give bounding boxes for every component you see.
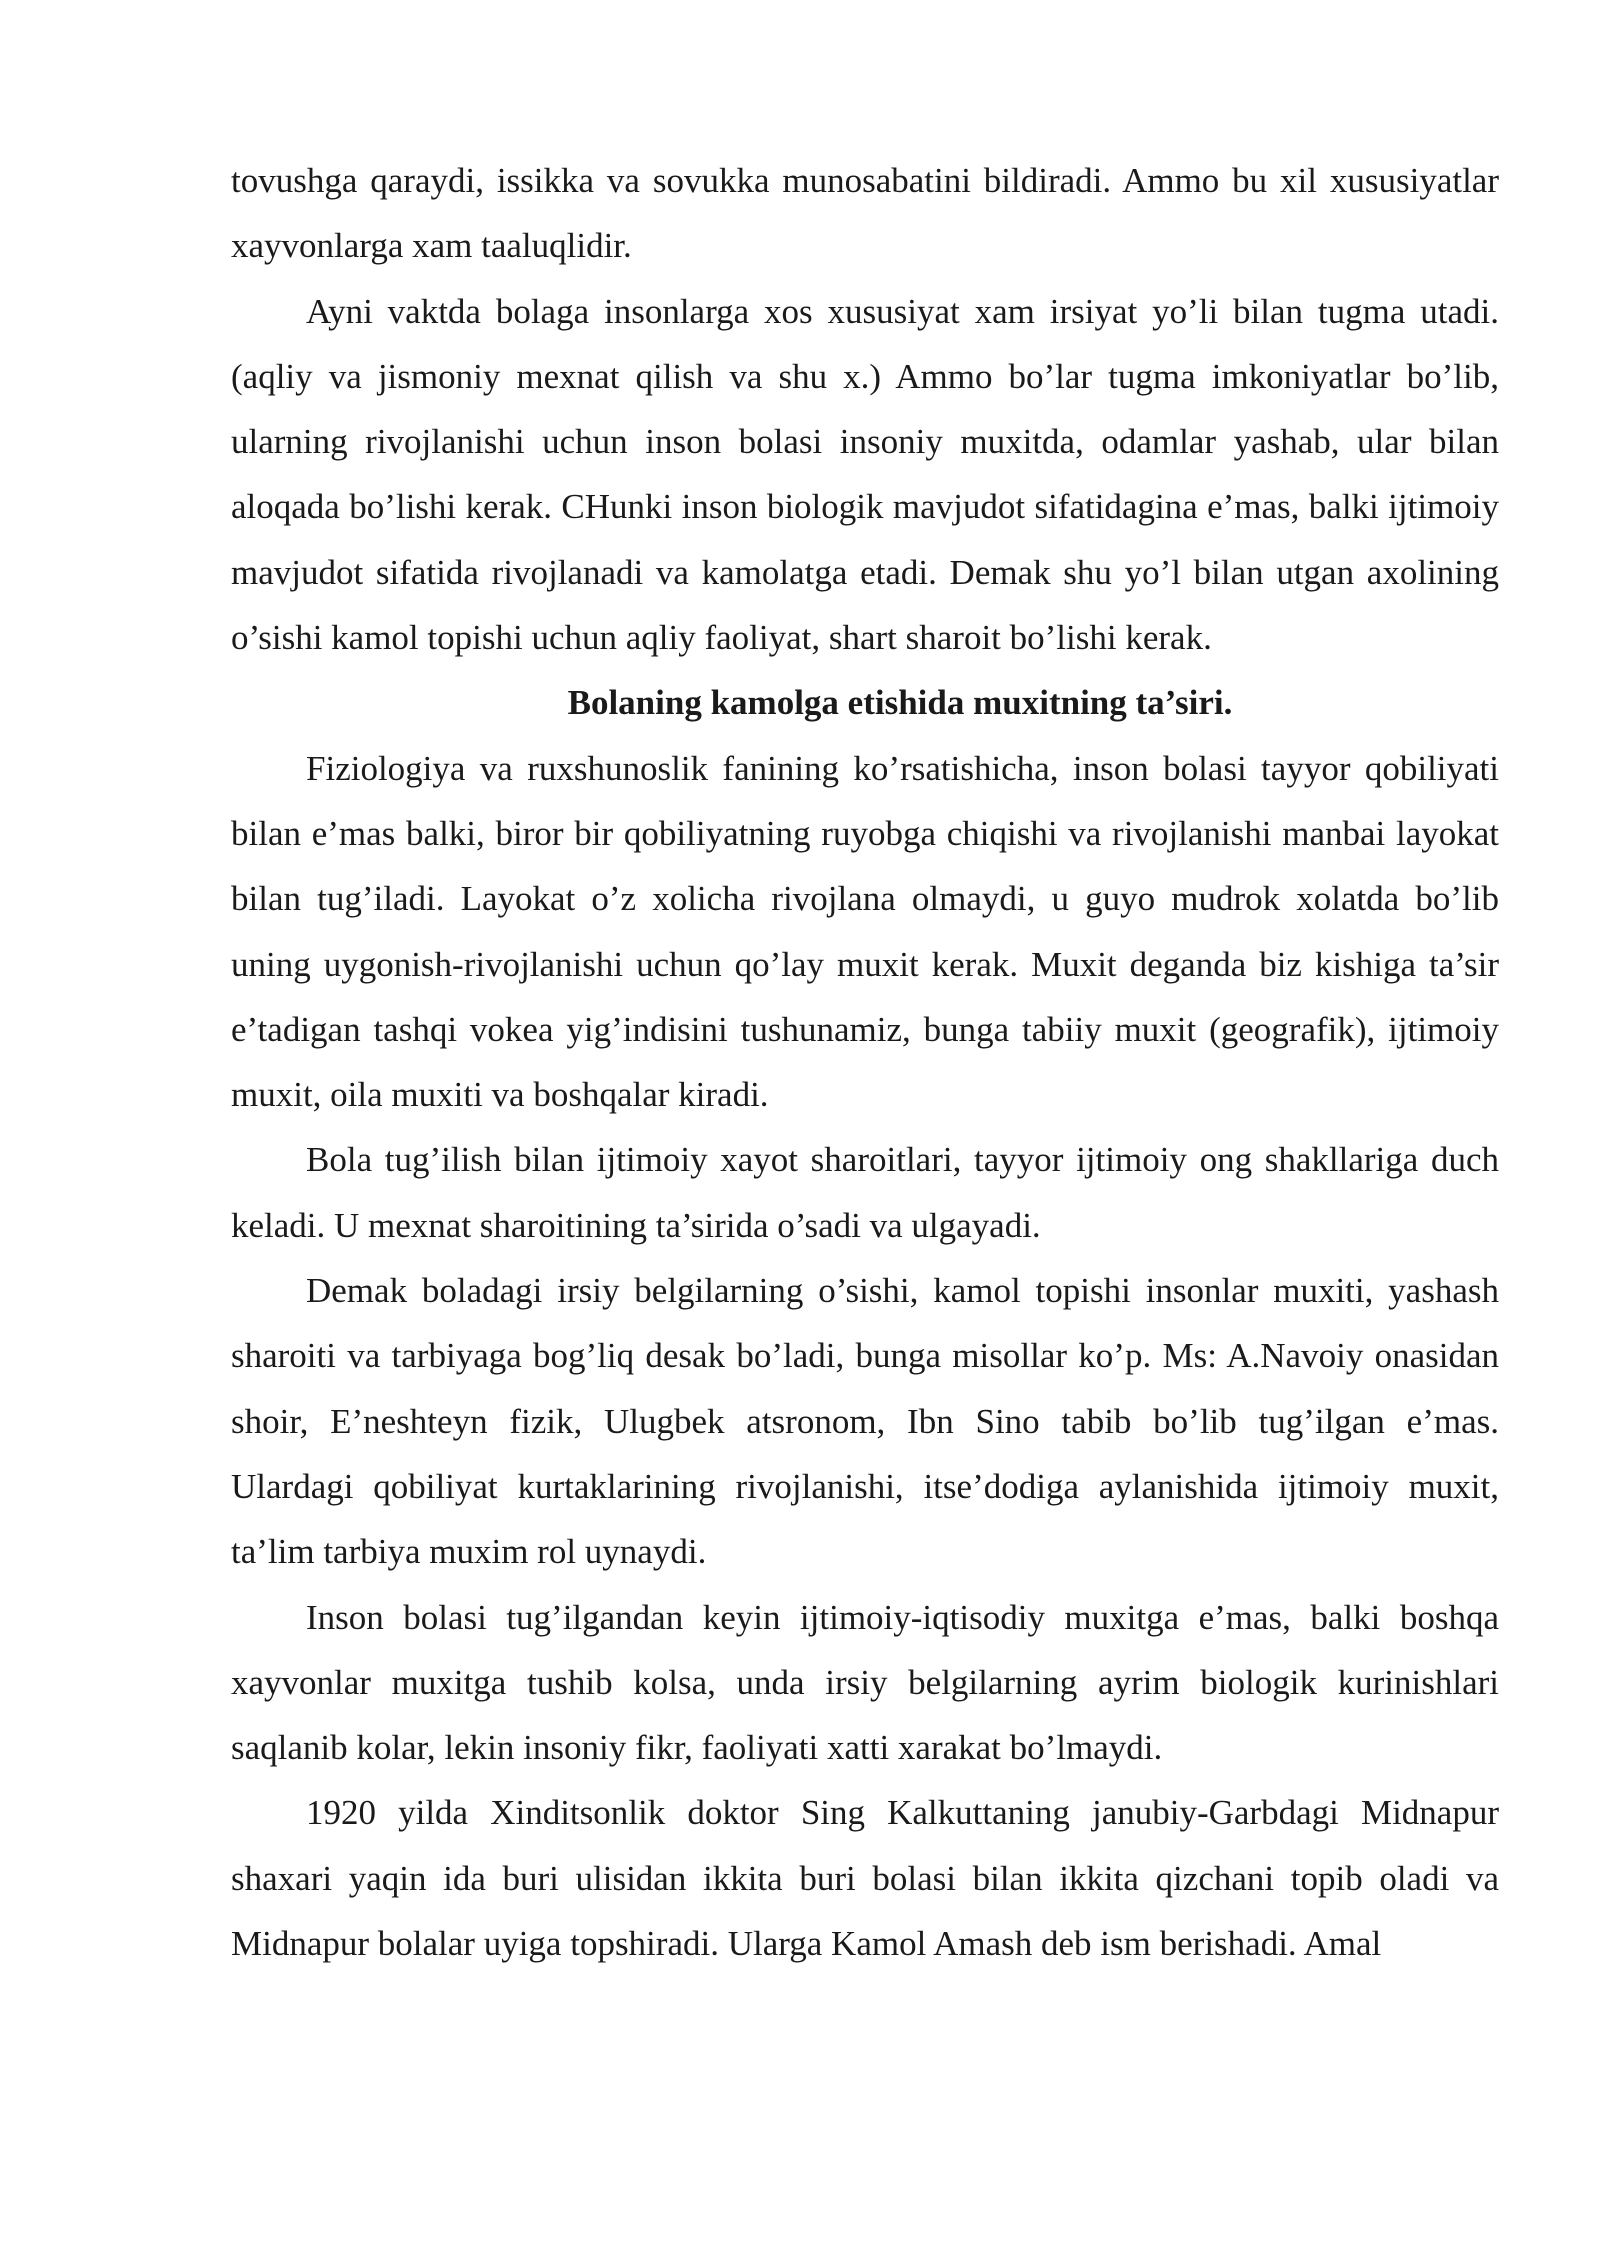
- paragraph: Bola tug’ilish bilan ijtimoiy xayot sharoitlari, tayyor ijtimoiy ong shakllariga duch keladi. U mexnat sharoitining ta’sirida o’sadi va ulgayadi.: [231, 1140, 1499, 1245]
- paragraph: Demak boladagi irsiy belgilarning o’sishi, kamol topishi insonlar muxiti, yashash sharoiti va tarbiyaga bog’liq desak bo’ladi, bunga misollar ko’p. Ms: A.Navoiy onasidan shoir, E’neshteyn fizik, Ulugbek atsronom, Ibn Sino tabib bo’lib tug’ilgan e’mas. Ulardagi qobiliyat kurtaklarining rivojlanishi, itse’dodiga aylanishida ijtimoiy muxit, ta’lim tarbiya muxim rol uynaydi.: [231, 1271, 1499, 1572]
- paragraph: tovushga qaraydi, issikka va sovukka munosabatini bildiradi. Ammo bu xil xususiyatlar xayvonlarga xam taaluqlidir.: [231, 161, 1499, 266]
- section-heading: Bolaning kamolga etishida muxitning ta’siri.: [567, 683, 1233, 723]
- paragraph: Inson bolasi tug’ilgandan keyin ijtimoiy-iqtisodiy muxitga e’mas, balki boshqa xayvonlar muxitga tushib kolsa, unda irsiy belgilarning ayrim biologik kurinishlari saqlanib kolar, lekin insoniy fikr, faoliyati xatti xarakat bo’lmaydi.: [231, 1597, 1499, 1768]
- paragraph: 1920 yilda Xinditsonlik doktor Sing Kalkuttaning janubiy-Garbdagi Midnapur shaxari yaqin ida buri ulisidan ikkita buri bolasi bilan ikkita qizchani topib oladi va Midnapur bolalar uyiga topshiradi. Ularga Kamol Amash deb ism berishadi. Amal: [231, 1793, 1499, 1964]
- paragraph: Ayni vaktda bolaga insonlarga xos xususiyat xam irsiyat yo’li bilan tugma utadi. (aqliy va jismoniy mexnat qilish va shu x.) Ammo bo’lar tugma imkoniyatlar bo’lib, ularning rivojlanishi uchun inson bolasi insoniy muxitda, odamlar yashab, ular bilan aloqada bo’lishi kerak. CHunki inson biologik mavjudot sifatidagina e’mas, balki ijtimoiy mavjudot sifatida rivojlanadi va kamolatga etadi. Demak shu yo’l bilan utgan axolining o’sishi kamol topishi uchun aqliy faoliyat, shart sharoit bo’lishi kerak.: [231, 291, 1499, 658]
- paragraph: Fiziologiya va ruxshunoslik fanining ko’rsatishicha, inson bolasi tayyor qobiliyati bilan e’mas balki, biror bir qobiliyatning ruyobga chiqishi va rivojlanishi manbai layokat bilan tug’iladi. Layokat o’z xolicha rivojlana olmaydi, u guyo mudrok xolatda bo’lib uning uygonish-rivojlanishi uchun qo’lay muxit kerak. Muxit deganda biz kishiga ta’sir e’tadigan tashqi vokea yig’indisini tushunamiz, bunga tabiiy muxit (geografik), ijtimoiy muxit, oila muxiti va boshqalar kiradi.: [231, 748, 1499, 1115]
- document-body: [231, 148, 1499, 1976]
